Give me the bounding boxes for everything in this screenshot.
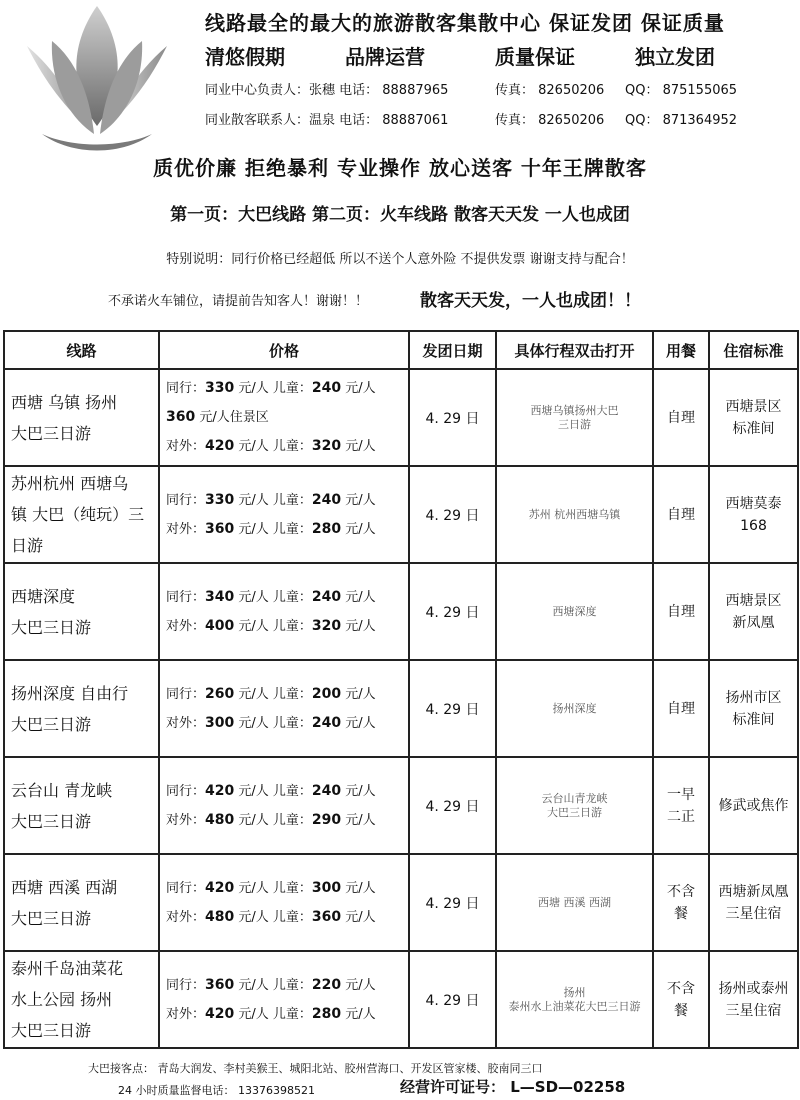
price-value: 220 (311, 976, 342, 993)
price-cell (159, 757, 409, 854)
hotel-cell (709, 951, 798, 1048)
price-value: 300 (205, 714, 235, 731)
hotel-line: 168 (740, 517, 767, 534)
price-label: 元/人 儿童： (234, 977, 312, 993)
hotel-line: 修武或焦作 (718, 797, 789, 814)
hotel-cell (709, 563, 798, 660)
itinerary-link-cell[interactable] (496, 466, 653, 563)
contact-qq: QQ： 871364952 (625, 113, 738, 128)
route-name-line: 西塘 西溪 西湖 (11, 877, 118, 897)
price-label: 同行： (166, 589, 206, 605)
itinerary-line: 西塘乌镇扬州大巴 (530, 403, 619, 417)
price-value: 290 (311, 811, 342, 828)
departure-date-cell: 4. 29 日 (409, 369, 496, 466)
price-cell (159, 563, 409, 660)
itinerary-line: 大巴三日游 (547, 805, 602, 819)
hotel-cell (709, 466, 798, 563)
itinerary-line: 泰州水上油菜花大巴三日游 (508, 999, 641, 1013)
price-line (166, 806, 402, 835)
price-label: 对外： (166, 439, 206, 454)
itinerary-line: 云台山青龙峡 (541, 791, 608, 805)
price-label: 同行： (166, 686, 206, 702)
hotel-line: 标准间 (732, 420, 775, 437)
price-value: 240 (311, 588, 342, 605)
hotel-line: 新凤凰 (732, 614, 775, 631)
meal-line: 自理 (667, 700, 695, 717)
pickup-points: 大巴接客点： 青岛大润发、李村美猴王、城阳北站、胶州营海口、开发区管家楼、胶南同三口 (88, 1062, 543, 1075)
price-label: 同行： (166, 880, 206, 896)
contact-person: 同业散客联系人：温泉 电话： 88887061 (205, 113, 449, 128)
route-name-line: 大巴三日游 (11, 1021, 92, 1040)
col-header-date: 发团日期 (409, 331, 496, 369)
price-line (166, 403, 402, 432)
brand-operation: 品牌运营 (345, 45, 425, 69)
meal-cell (653, 660, 709, 757)
license-number: 经营许可证号： L—SD—02258 (400, 1078, 626, 1096)
hotel-line: 三星住宿 (725, 905, 782, 922)
price-label: 元/人 儿童： (234, 589, 312, 605)
itinerary-link-cell[interactable] (496, 660, 653, 757)
table-row (4, 466, 798, 563)
table-row (4, 951, 798, 1048)
route-name-line: 日游 (11, 536, 44, 555)
price-label: 对外： (166, 812, 206, 828)
meal-line: 不含 (667, 883, 695, 900)
itinerary-line: 扬州深度 (552, 701, 597, 715)
table-header-row (4, 331, 798, 369)
price-value: 360 (311, 908, 342, 925)
route-name-line: 苏州杭州 西塘乌 (11, 474, 129, 493)
price-label: 元/人 (341, 880, 376, 896)
departure-date-cell: 4. 29 日 (409, 466, 496, 563)
meal-cell (653, 854, 709, 951)
meal-line: 自理 (667, 603, 695, 620)
route-name-line: 大巴三日游 (11, 908, 92, 928)
price-label: 元/人住景区 (195, 410, 269, 425)
price-value: 320 (311, 438, 342, 454)
price-label: 同行： (166, 381, 206, 396)
price-label: 元/人 (341, 812, 376, 828)
meal-cell (653, 466, 709, 563)
itinerary-link-cell[interactable] (496, 854, 653, 951)
meal-line: 二正 (667, 808, 695, 825)
itinerary-link-cell[interactable] (496, 369, 653, 466)
price-label: 元/人 儿童： (234, 880, 312, 896)
header (205, 8, 795, 136)
col-header-price: 价格 (159, 331, 409, 369)
price-value: 360 (205, 976, 235, 993)
price-label: 同行： (166, 492, 206, 508)
lotus-logo (22, 6, 172, 156)
price-label: 元/人 (341, 618, 376, 634)
routes-table (3, 330, 799, 1049)
price-label: 元/人 儿童： (234, 715, 312, 731)
price-label: 元/人 (341, 492, 376, 508)
table-row (4, 369, 798, 466)
route-name-line: 泰州千岛油菜花 (11, 959, 124, 978)
price-value: 280 (311, 520, 342, 537)
price-label: 对外： (166, 909, 206, 925)
price-line (166, 515, 402, 544)
price-label: 元/人 (341, 715, 376, 731)
price-label: 元/人 (341, 589, 376, 605)
price-label: 元/人 儿童： (234, 686, 312, 702)
itinerary-link-cell[interactable] (496, 951, 653, 1048)
price-value: 330 (205, 491, 235, 508)
price-line (166, 432, 402, 461)
meal-line: 自理 (667, 506, 695, 523)
price-value: 330 (205, 380, 235, 396)
price-label: 元/人 儿童： (234, 812, 312, 828)
hotel-line: 西塘景区 (725, 398, 782, 415)
price-line (166, 374, 402, 403)
price-label: 元/人 儿童： (234, 521, 312, 537)
itinerary-line: 苏州 杭州西塘乌镇 (528, 507, 621, 521)
hotel-line: 扬州市区 (725, 689, 782, 706)
price-line (166, 874, 402, 903)
meal-line: 自理 (667, 409, 695, 426)
meal-line: 餐 (674, 1002, 688, 1019)
table-row (4, 757, 798, 854)
price-label: 元/人 (341, 783, 376, 799)
price-value: 240 (311, 714, 342, 731)
price-label: 元/人 儿童： (234, 492, 312, 508)
hotel-line: 西塘新凤凰 (718, 883, 789, 900)
price-line (166, 680, 402, 709)
price-label: 对外： (166, 521, 206, 537)
departure-date-cell: 4. 29 日 (409, 757, 496, 854)
price-value: 360 (205, 520, 235, 537)
route-name-line: 大巴三日游 (11, 617, 92, 637)
meal-cell (653, 757, 709, 854)
price-label: 对外： (166, 1006, 206, 1022)
special-notice: 特别说明：同行价格已经超低 所以不送个人意外险 不提供发票 谢谢支持与配合！ (166, 252, 634, 267)
contact-row (205, 76, 795, 106)
meal-cell (653, 951, 709, 1048)
hotel-cell (709, 660, 798, 757)
price-label: 同行： (166, 783, 206, 799)
price-value: 400 (205, 617, 235, 634)
meal-line: 不含 (667, 980, 695, 997)
route-name-line: 水上公园 扬州 (11, 990, 113, 1009)
price-label: 元/人 儿童： (234, 618, 312, 634)
train-berth-warning: 不承诺火车铺位，请提前告知客人！谢谢！！ (108, 294, 369, 309)
price-label: 元/人 (341, 439, 376, 454)
departure-date-cell: 4. 29 日 (409, 854, 496, 951)
meal-line: 一早 (667, 786, 695, 803)
quality-guarantee: 质量保证 (495, 45, 575, 69)
contact-person: 同业中心负责人：张穗 电话： 88887965 (205, 83, 449, 98)
hotel-cell (709, 369, 798, 466)
price-value: 260 (205, 685, 235, 702)
route-name-line: 大巴三日游 (11, 423, 92, 443)
price-line (166, 583, 402, 612)
route-name-cell (4, 757, 159, 854)
route-name-cell (4, 466, 159, 563)
price-label: 元/人 儿童： (234, 909, 312, 925)
price-label: 元/人 儿童： (234, 1006, 312, 1022)
price-value: 360 (166, 409, 196, 425)
price-value: 420 (205, 1005, 235, 1022)
route-name-cell (4, 563, 159, 660)
hotel-line: 三星住宿 (725, 1002, 782, 1019)
price-label: 元/人 儿童： (234, 439, 312, 454)
table-row (4, 563, 798, 660)
hotel-line: 扬州或泰州 (718, 980, 789, 997)
route-name-cell (4, 854, 159, 951)
price-label: 同行： (166, 977, 206, 993)
col-header-hotel: 住宿标准 (709, 331, 798, 369)
itinerary-line: 扬州 (563, 985, 586, 999)
price-value: 320 (311, 617, 342, 634)
price-label: 元/人 (341, 686, 376, 702)
route-name-cell (4, 369, 159, 466)
price-value: 420 (205, 782, 235, 799)
tagline: 质优价廉 拒绝暴利 专业操作 放心送客 十年王牌散客 (153, 156, 647, 180)
departure-date-cell: 4. 29 日 (409, 660, 496, 757)
route-name-line: 镇 大巴（纯玩）三 (11, 505, 145, 524)
price-value: 480 (205, 811, 235, 828)
price-value: 240 (311, 491, 342, 508)
price-value: 240 (311, 782, 342, 799)
price-label: 元/人 (341, 381, 376, 396)
route-name-cell (4, 660, 159, 757)
price-line (166, 971, 402, 1000)
price-label: 元/人 (341, 1006, 376, 1022)
price-label: 对外： (166, 715, 206, 731)
col-header-itinerary: 具体行程双击打开 (496, 331, 653, 369)
brand-row (205, 38, 795, 76)
price-value: 300 (311, 879, 342, 896)
price-label: 对外： (166, 618, 206, 634)
route-name-line: 大巴三日游 (11, 714, 92, 734)
price-label: 元/人 (341, 977, 376, 993)
meal-cell (653, 563, 709, 660)
itinerary-line: 三日游 (558, 417, 591, 431)
price-cell (159, 660, 409, 757)
price-line (166, 777, 402, 806)
price-label: 元/人 (341, 909, 376, 925)
table-row (4, 854, 798, 951)
hotel-line: 西塘莫泰 (725, 495, 782, 512)
daily-departure-banner: 散客天天发，一人也成团！！ (420, 291, 641, 311)
independent-tour: 独立发团 (635, 45, 715, 69)
contact-qq: QQ： 875155065 (625, 83, 738, 98)
price-line (166, 903, 402, 932)
departure-date-cell: 4. 29 日 (409, 951, 496, 1048)
contact-row (205, 106, 795, 136)
price-value: 480 (205, 908, 235, 925)
col-header-route: 线路 (4, 331, 159, 369)
route-name-line: 云台山 青龙峡 (11, 780, 113, 800)
price-cell (159, 466, 409, 563)
price-value: 340 (205, 588, 235, 605)
route-name-cell (4, 951, 159, 1048)
table-row (4, 660, 798, 757)
meal-cell (653, 369, 709, 466)
hotel-cell (709, 757, 798, 854)
price-cell (159, 854, 409, 951)
itinerary-link-cell[interactable] (496, 563, 653, 660)
departure-date-cell: 4. 29 日 (409, 563, 496, 660)
quality-hotline: 24 小时质量监督电话： 13376398521 (118, 1084, 315, 1097)
hotel-line: 标准间 (732, 711, 775, 728)
price-value: 200 (311, 685, 342, 702)
price-value: 420 (205, 438, 235, 454)
price-value: 420 (205, 879, 235, 896)
route-name-line: 大巴三日游 (11, 811, 92, 831)
price-label: 元/人 儿童： (234, 381, 312, 396)
price-cell (159, 951, 409, 1048)
route-name-line: 扬州深度 自由行 (11, 683, 129, 703)
itinerary-line: 西塘深度 (552, 604, 597, 618)
price-line (166, 612, 402, 641)
contact-fax: 传真： 82650206 (495, 83, 605, 98)
slogan: 线路最全的最大的旅游散客集散中心 保证发团 保证质量 (205, 11, 725, 35)
itinerary-link-cell[interactable] (496, 757, 653, 854)
itinerary-line: 西塘 西溪 西湖 (538, 895, 611, 909)
hotel-cell (709, 854, 798, 951)
price-label: 元/人 (341, 521, 376, 537)
price-value: 280 (311, 1005, 342, 1022)
meal-line: 餐 (674, 905, 688, 922)
price-cell (159, 369, 409, 466)
price-label: 元/人 儿童： (234, 783, 312, 799)
price-line (166, 1000, 402, 1029)
price-line (166, 709, 402, 738)
col-header-meal: 用餐 (653, 331, 709, 369)
page-index: 第一页：大巴线路 第二页：火车线路 散客天天发 一人也成团 (170, 205, 630, 225)
contact-fax: 传真： 82650206 (495, 113, 605, 128)
price-value: 240 (311, 380, 342, 396)
route-name-line: 西塘深度 (11, 586, 76, 606)
price-line (166, 486, 402, 515)
hotel-line: 西塘景区 (725, 592, 782, 609)
brand-name: 清悠假期 (205, 45, 285, 69)
route-name-line: 西塘 乌镇 扬州 (11, 392, 118, 412)
